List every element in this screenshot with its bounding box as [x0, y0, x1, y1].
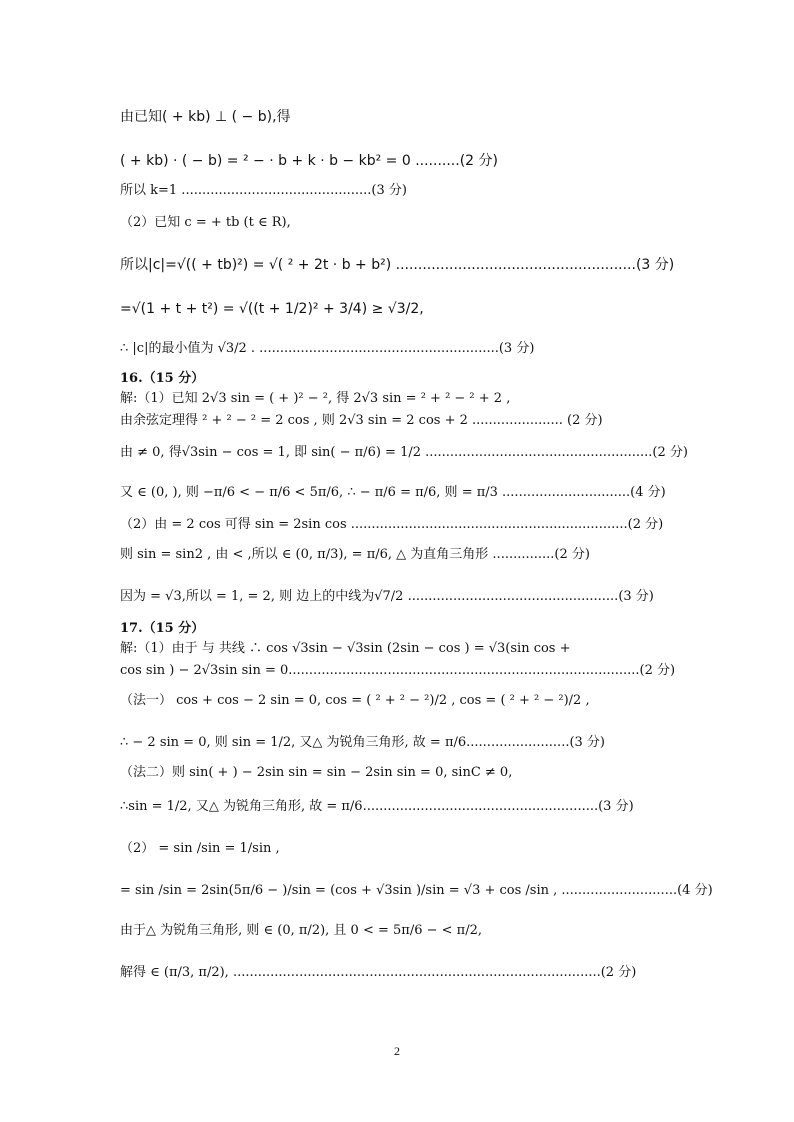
- text-line: （2）已知 c = + tb (t ∈ R),: [120, 215, 291, 230]
- text-line: （2）由 = 2 cos 可得 sin = 2sin cos ...................................................................(2 分): [120, 517, 664, 532]
- text-line: 所以|c|=√(( + tb)²) = √( ² + 2t · b + b²) ......................................................(3 分): [120, 257, 675, 273]
- text-line: ∴sin = 1/2, 又△ 为锐角三角形, 故 = π/6.........................................................(3 分): [120, 799, 634, 814]
- section-heading: 16.（15 分）: [120, 371, 205, 386]
- text-line: 因为 = √3,所以 = 1, = 2, 则 边上的中线为√7/2 ...................................................(3 分): [120, 589, 654, 604]
- text-line: 解:（1）已知 2√3 sin = ( + )² − ², 得 2√3 sin = ² + ² − ² + 2 ,: [120, 391, 511, 406]
- text-line: 解得 ∈ (π/3, π/2), .........................................................................................(2 分): [120, 965, 637, 980]
- text-line: =√(1 + t + t²) = √((t + 1/2)² + 3/4) ≥ √3/2,: [120, 301, 424, 317]
- page-number: 2: [394, 1044, 400, 1058]
- text-line: 由余弦定理得 ² + ² − ² = 2 cos , 则 2√3 sin = 2 cos + 2 ...................... (2 分): [120, 413, 603, 428]
- text-line: cos sin ) − 2√3sin sin = 0.....................................................................................(2 分): [120, 663, 676, 678]
- text-line: 则 sin = sin2 , 由 < ,所以 ∈ (0, π/3), = π/6, △ 为直角三角形 ...............(2 分): [120, 547, 590, 562]
- text-line: 所以 k=1 ..............................................(3 分): [120, 183, 407, 198]
- text-line: （法一） cos + cos − 2 sin = 0, cos = ( ² + ² − ²)/2 , cos = ( ² + ² − ²)/2 ,: [120, 693, 590, 708]
- text-line: ∴ − 2 sin = 0, 则 sin = 1/2, 又△ 为锐角三角形, 故 = π/6.........................(3 分): [120, 735, 606, 750]
- text-line: = sin /sin = 2sin(5π/6 − )/sin = (cos + √3sin )/sin = √3 + cos /sin , ............................(4 分): [120, 883, 713, 898]
- text-line: （2） = sin /sin = 1/sin ,: [120, 841, 280, 856]
- section-heading: 17.（15 分）: [120, 621, 205, 636]
- text-line: 由于△ 为锐角三角形, 则 ∈ (0, π/2), 且 0 < = 5π/6 − < π/2,: [120, 923, 482, 938]
- text-line: 由已知( + kb) ⊥ ( − b),得: [120, 109, 291, 125]
- text-line: ∴ |c|的最小值为 √3/2 . ..........................................................(3 分): [120, 341, 535, 356]
- text-line: 解:（1）由于 与 共线 ∴ cos √3sin − √3sin (2sin − cos ) = √3(sin cos +: [120, 641, 571, 656]
- text-line: 又 ∈ (0, ), 则 −π/6 < − π/6 < 5π/6, ∴ − π/6 = π/6, 则 = π/3 ...............................(4 分): [120, 485, 666, 500]
- text-line: ( + kb) · ( − b) = ² − · b + k · b − kb² = 0 ..........(2 分): [120, 153, 498, 169]
- text-line: （法二）则 sin( + ) − 2sin sin = sin − 2sin sin = 0, sinC ≠ 0,: [120, 765, 513, 780]
- text-line: 由 ≠ 0, 得√3sin − cos = 1, 即 sin( − π/6) = 1/2 .......................................................(2 分): [120, 445, 688, 460]
